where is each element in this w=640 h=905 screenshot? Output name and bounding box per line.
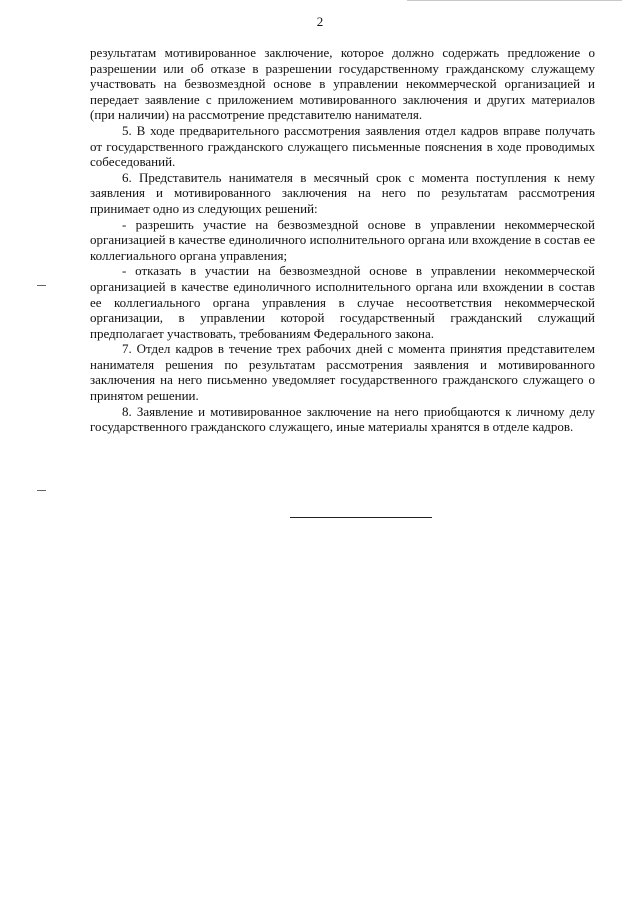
paragraph-decision-refuse: - отказать в участии на безвозмездной основе в управлении некоммерческой организацией в качестве единоличного исполнительного органа или вхождении в состав ее коллегиального органа управления в случае несоответствия некоммерческой организации, в управлении которой государственный гражданский служащий предполагает участвовать, требованиям Федерального закона. bbox=[90, 263, 595, 341]
scan-top-edge-line bbox=[407, 0, 622, 1]
paragraph-item-5: 5. В ходе предварительного рассмотрения заявления отдел кадров вправе получать от государственного гражданского служащего письменные пояснения в ходе проводимых собеседований. bbox=[90, 122, 595, 170]
paragraph-item-8: 8. Заявление и мотивированное заключение на него приобщаются к личному делу государственного гражданского служащего, иные материалы хранятся в отделе кадров. bbox=[90, 403, 595, 435]
page-number: 2 bbox=[316, 14, 324, 29]
document-body bbox=[90, 45, 595, 435]
end-of-document-line bbox=[290, 517, 432, 518]
margin-mark bbox=[37, 490, 46, 491]
paragraph-decision-allow: - разрешить участие на безвозмездной основе в управлении некоммерческой организацией в качестве единоличного исполнительного органа или вхождение в состав ее коллегиального органа управления; bbox=[90, 216, 595, 263]
paragraph-continuation: результатам мотивированное заключение, которое должно содержать предложение о разрешении или об отказе в разрешении государственному гражданскому служащему участвовать на безвозмездной основе в управлении некоммерческой организацией и передает заявление с приложением мотивированного заключения и других материалов (при наличии) на рассмотрение представителю нанимателя. bbox=[90, 45, 595, 123]
paragraph-item-7: 7. Отдел кадров в течение трех рабочих дней с момента принятия представителем нанимателя решения по результатам рассмотрения заявления и мотивированного заключения на него письменно уведомляет государственного гражданского служащего о принятом решении. bbox=[90, 341, 595, 404]
paragraph-item-6: 6. Представитель нанимателя в месячный срок с момента поступления к нему заявления и мотивированного заключения на него по результатам рассмотрения принимает одно из следующих решений: bbox=[90, 169, 595, 216]
margin-mark bbox=[37, 285, 46, 286]
